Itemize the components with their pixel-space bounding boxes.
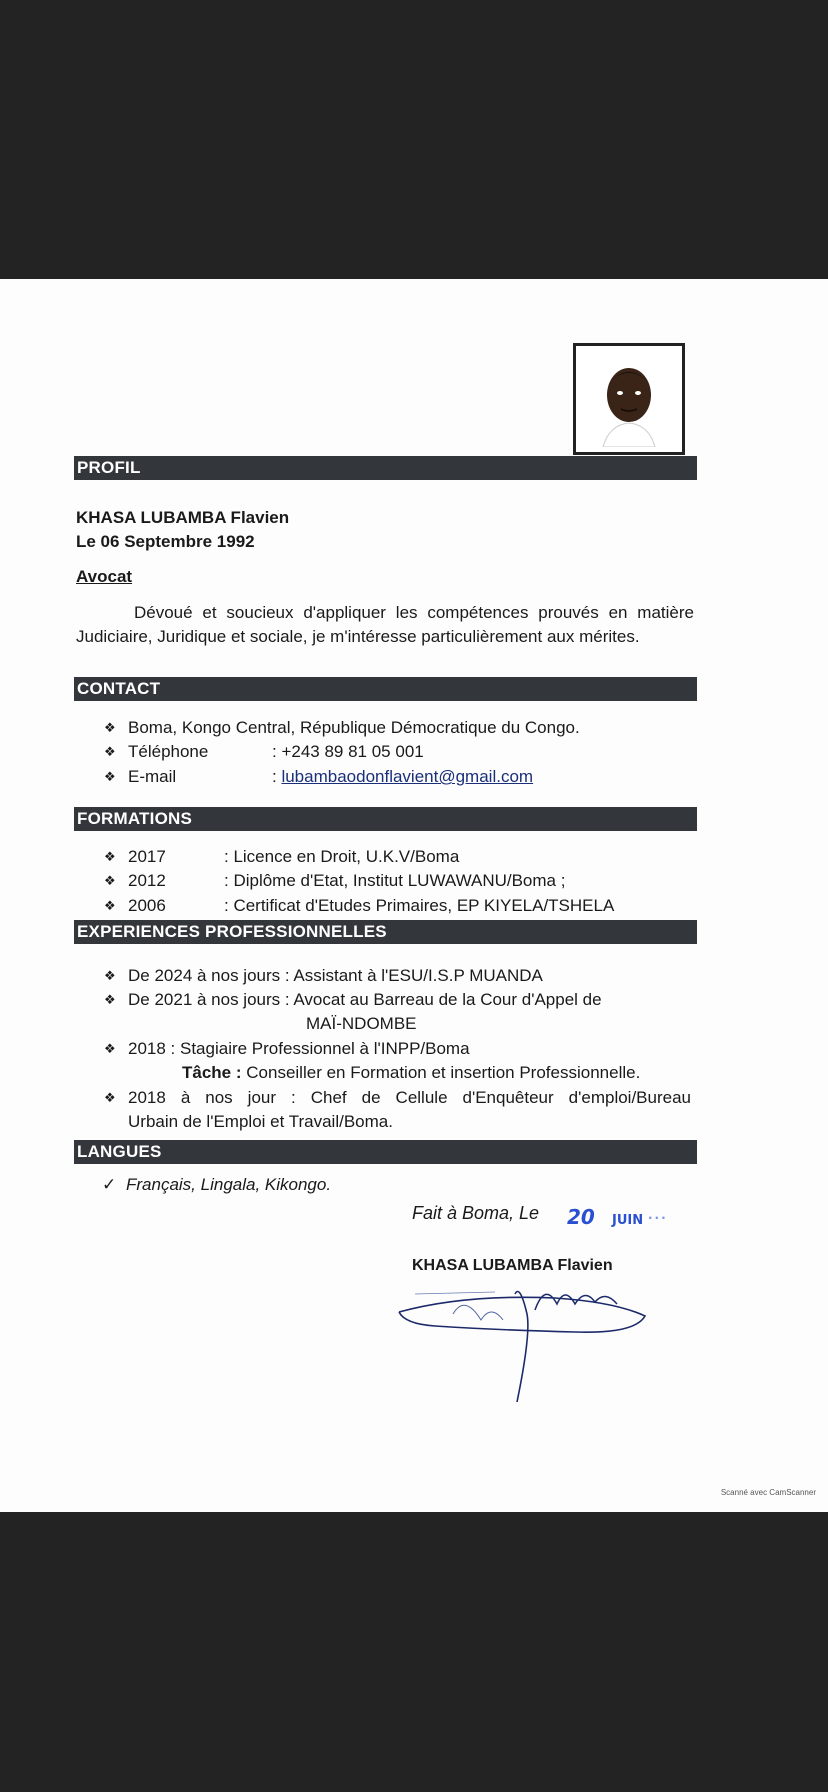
signature: [395, 1274, 655, 1404]
bullet-icon: ❖: [104, 1041, 116, 1056]
experience-line: De 2021 à nos jours : Avocat au Barreau de la Cour d'Appel de: [128, 990, 602, 1009]
section-experiences: EXPERIENCES PROFESSIONNELLES: [74, 920, 697, 944]
full-name: KHASA LUBAMBA Flavien: [76, 508, 290, 527]
check-icon: ✓: [102, 1175, 117, 1194]
formation-text: : Diplôme d'Etat, Institut LUWAWANU/Boma ;: [224, 871, 566, 890]
experience-line: 2018 : Stagiaire Professionnel à l'INPP/Boma: [128, 1039, 470, 1058]
place-date: Fait à Boma, Le: [412, 1203, 540, 1223]
task-label: Tâche :: [182, 1063, 242, 1082]
formation-year: 2006: [128, 896, 166, 915]
section-profil: PROFIL: [74, 456, 697, 480]
experience-line: De 2024 à nos jours : Assistant à l'ESU/I.S.P MUANDA: [128, 966, 543, 985]
email-row: [272, 767, 533, 787]
birth-date: Le 06 Septembre 1992: [76, 532, 255, 551]
contact-address: Boma, Kongo Central, République Démocratique du Congo.: [128, 718, 580, 737]
bullet-icon: ❖: [104, 992, 116, 1007]
signer-name: KHASA LUBAMBA Flavien: [412, 1257, 613, 1274]
bullet-icon: ❖: [104, 720, 116, 735]
bullet-icon: ❖: [104, 968, 116, 983]
scanner-watermark: Scanné avec CamScanner: [720, 1488, 816, 1497]
avatar: [581, 351, 677, 447]
section-formations: FORMATIONS: [74, 807, 697, 831]
profile-photo: [573, 343, 685, 455]
phone-label: Téléphone: [128, 742, 209, 761]
formation-text: : Licence en Droit, U.K.V/Boma: [224, 847, 460, 866]
bullet-icon: ❖: [104, 873, 116, 888]
cv-page: [0, 279, 828, 1512]
date-stamp-month: JUIN: [612, 1213, 644, 1228]
experience-line-cont: MAÏ-NDOMBE: [306, 1014, 417, 1033]
email-label: E-mail: [128, 767, 177, 786]
experience-line-cont: Urbain de l'Emploi et Travail/Boma.: [128, 1112, 393, 1131]
date-stamp-year-faded: ···: [648, 1211, 668, 1225]
bullet-icon: ❖: [104, 769, 116, 784]
email-link[interactable]: lubambaodonflavient@gmail.com: [281, 767, 534, 786]
job-title: Avocat: [76, 567, 133, 586]
phone-value: : +243 89 81 05 001: [272, 742, 424, 761]
bullet-icon: ❖: [104, 849, 116, 864]
profile-summary: Dévoué et soucieux d'appliquer les compétences prouvés en matière Judiciaire, Juridique et sociale, je m'intéresse particulièrement aux mérites.: [76, 603, 694, 646]
formation-text: : Certificat d'Etudes Primaires, EP KIYELA/TSHELA: [224, 896, 615, 915]
email-separator: :: [272, 767, 282, 786]
bullet-icon: ❖: [104, 1090, 116, 1105]
experience-line: 2018 à nos jour : Chef de Cellule d'Enquêteur d'emploi/Bureau: [128, 1088, 691, 1107]
date-stamp-day: 20: [567, 1205, 595, 1229]
section-langues: LANGUES: [74, 1140, 697, 1164]
languages-list: Français, Lingala, Kikongo.: [126, 1175, 332, 1194]
task-text: Conseiller en Formation et insertion Professionnelle.: [246, 1063, 641, 1082]
task-row: [182, 1063, 640, 1083]
formation-year: 2012: [128, 871, 166, 890]
bullet-icon: ❖: [104, 898, 116, 913]
bullet-icon: ❖: [104, 744, 116, 759]
formation-year: 2017: [128, 847, 166, 866]
section-contact: CONTACT: [74, 677, 697, 701]
